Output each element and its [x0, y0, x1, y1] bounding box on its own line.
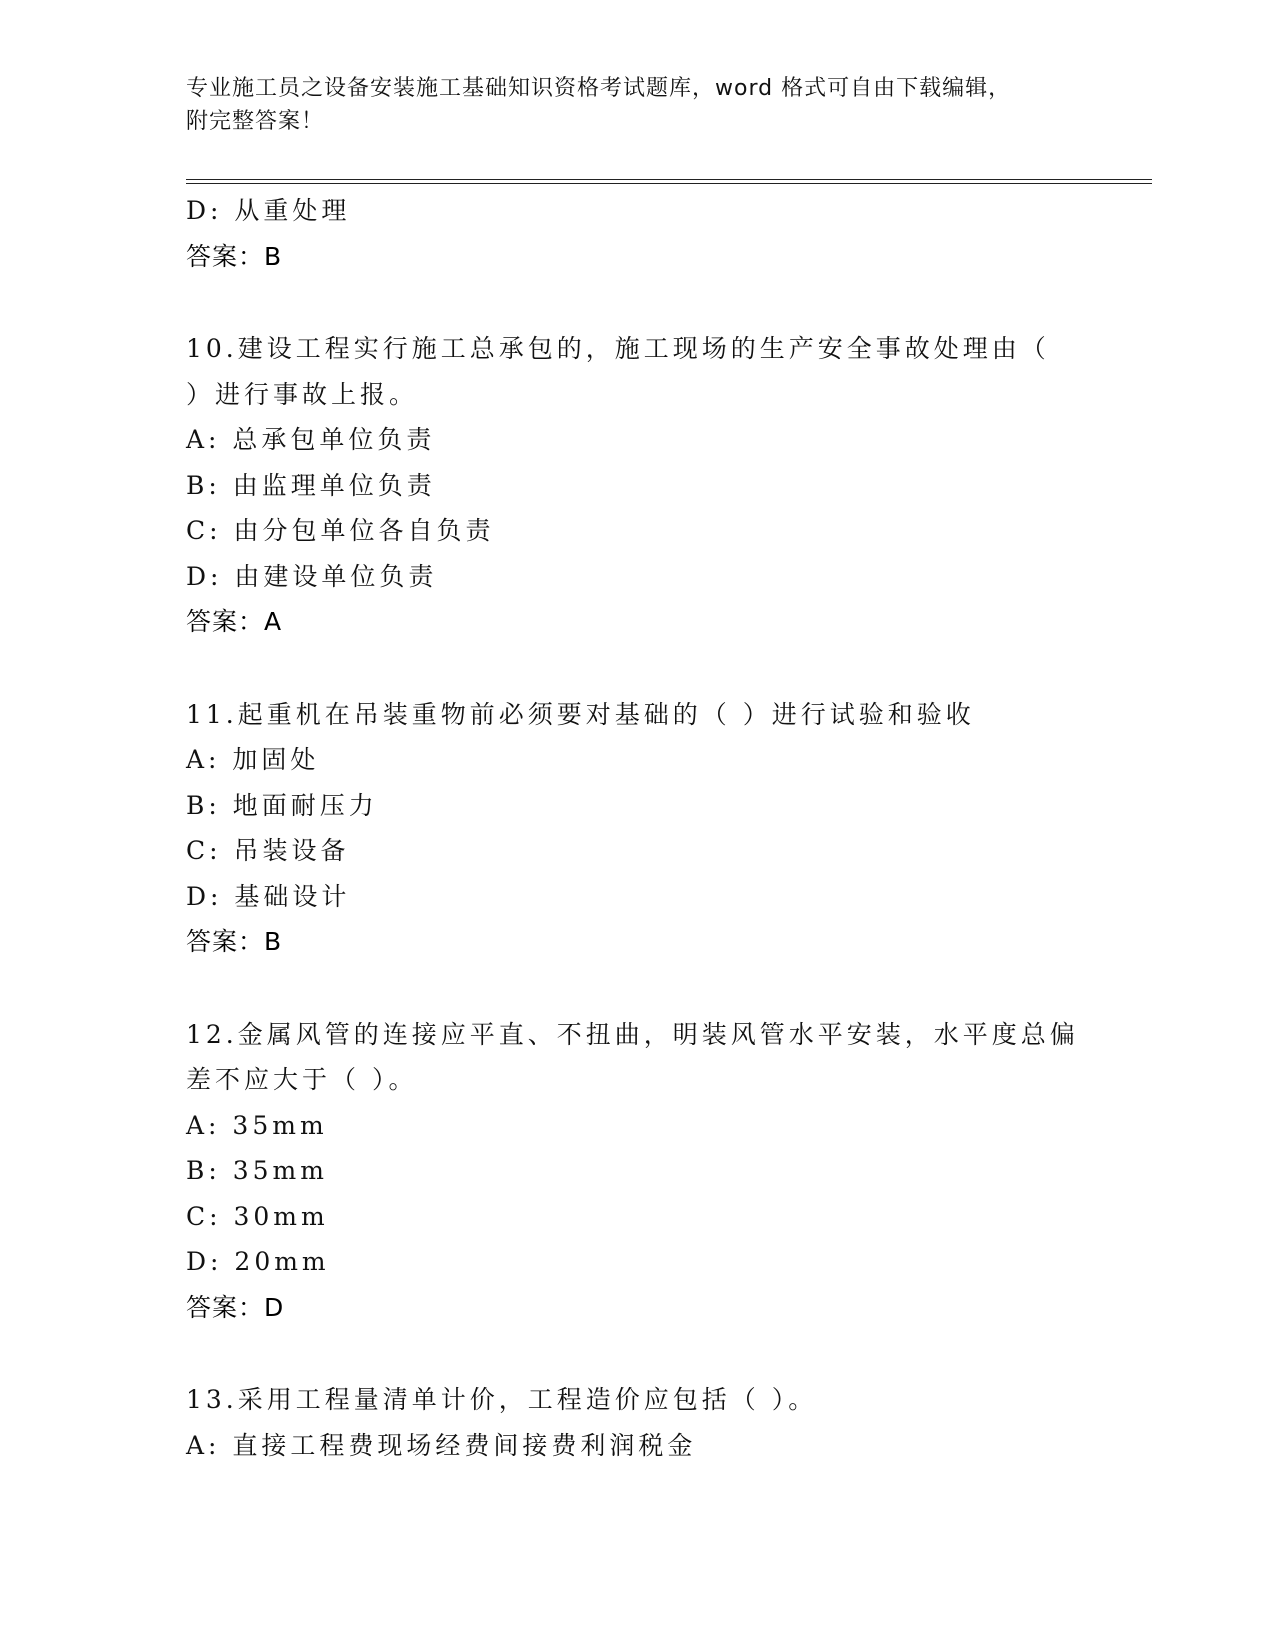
- answer-line: 答案：A: [186, 607, 283, 636]
- question-list: [186, 188, 1086, 1468]
- block-spacer: [186, 645, 1086, 692]
- header-divider-top: [186, 179, 1152, 180]
- option-line: A: 加固处: [186, 745, 320, 774]
- header-line-1: 专业施工员之设备安装施工基础知识资格考试题库，word 格式可自由下载编辑，: [186, 76, 1012, 101]
- option-line: B: 35mm: [186, 1156, 328, 1185]
- option-line: A: 35mm: [186, 1110, 328, 1140]
- option-line: B: 由监理单位负责: [186, 470, 436, 500]
- question-text: 差不应大于（ ）。: [186, 1065, 418, 1094]
- question-block: [186, 1377, 1086, 1468]
- option-line: D: 基础设计: [186, 881, 351, 911]
- option-line: D: 由建设单位负责: [186, 561, 438, 591]
- option-line: C: 由分包单位各自负责: [186, 516, 495, 545]
- header-line-2: 附完整答案！: [186, 109, 325, 134]
- question-block: [186, 1012, 1086, 1331]
- answer-line: 答案：D: [186, 1292, 285, 1322]
- option-line: C: 30mm: [186, 1201, 329, 1231]
- option-line: D: 从重处理: [186, 196, 351, 225]
- option-line: A: 直接工程费现场经费间接费利润税金: [186, 1430, 697, 1460]
- option-line: B: 地面耐压力: [186, 790, 378, 820]
- option-line: C: 吊装设备: [186, 836, 350, 865]
- block-spacer: [186, 965, 1086, 1012]
- question-text: 10.建设工程实行施工总承包的，施工现场的生产安全事故处理由（: [186, 334, 1050, 363]
- question-text: 12.金属风管的连接应平直、不扭曲，明装风管水平安装，水平度总偏: [186, 1019, 1079, 1049]
- question-text: 11.起重机在吊装重物前必须要对基础的（ ）进行试验和验收: [186, 699, 975, 729]
- document-header: [186, 72, 1086, 138]
- question-text: ）进行事故上报。: [186, 379, 419, 409]
- header-divider-bottom: [186, 183, 1152, 184]
- block-spacer: [186, 279, 1086, 326]
- question-text: 13.采用工程量清单计价，工程造价应包括（ ）。: [186, 1385, 818, 1414]
- answer-line: 答案：B: [186, 241, 283, 271]
- option-line: A: 总承包单位负责: [186, 425, 436, 454]
- block-spacer: [186, 1330, 1086, 1377]
- question-block: [186, 692, 1086, 965]
- question-block: [186, 326, 1086, 645]
- answer-line: 答案：B: [186, 927, 283, 956]
- option-line: D: 20mm: [186, 1247, 330, 1276]
- question-block: [186, 188, 1086, 279]
